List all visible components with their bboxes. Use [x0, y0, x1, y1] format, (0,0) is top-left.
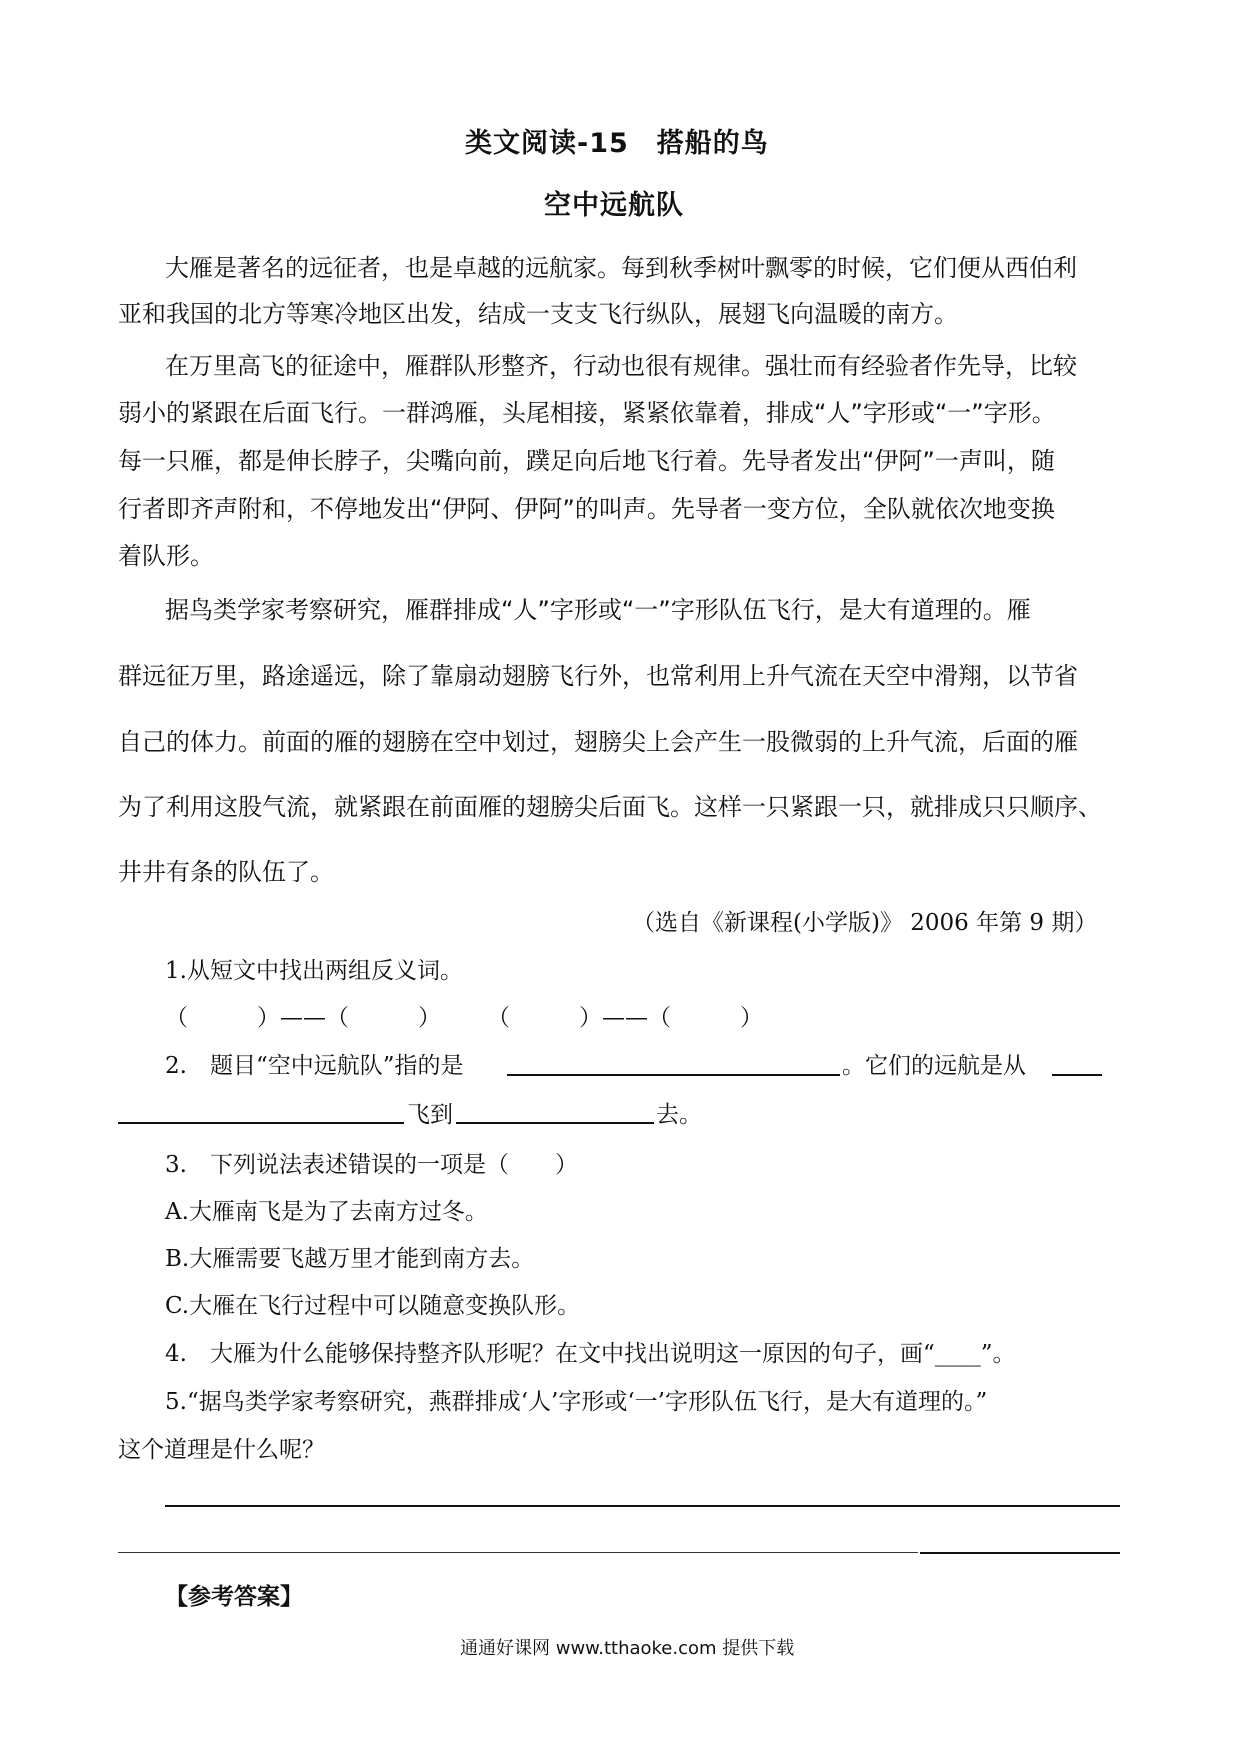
answer-line[interactable]	[920, 1552, 1120, 1554]
page-footer: 通通好课网 www.tthaoke.com 提供下载	[460, 1638, 795, 1659]
passage-line: 着队形。	[118, 542, 214, 570]
question-2-part-d: 去。	[656, 1102, 702, 1128]
page-title: 类文阅读-15 搭船的鸟	[465, 128, 769, 159]
option-b[interactable]: B.大雁需要飞越万里才能到南方去。	[165, 1246, 535, 1272]
question-4: 4. 大雁为什么能够保持整齐队形呢？在文中找出说明这一原因的句子，画“____”。	[165, 1341, 1016, 1367]
question-3: 3. 下列说法表述错误的一项是（ ）	[165, 1152, 578, 1178]
question-2-part-c: 飞到	[407, 1102, 453, 1128]
passage-line: 井井有条的队伍了。	[118, 858, 334, 886]
question-1: 1.从短文中找出两组反义词。	[165, 958, 463, 984]
answer-heading: 【参考答案】	[165, 1583, 303, 1610]
answer-line[interactable]	[165, 1505, 1120, 1507]
passage-line: 自己的体力。前面的雁的翅膀在空中划过，翅膀尖上会产生一股微弱的上升气流，后面的雁	[118, 728, 1078, 756]
passage-line: 在万里高飞的征途中，雁群队形整齐，行动也很有规律。强壮而有经验者作先导，比较	[165, 352, 1077, 380]
passage-line: 为了利用这股气流，就紧跟在前面雁的翅膀尖后面飞。这样一只紧跟一只，就排成只只顺序、	[118, 793, 1102, 821]
answer-blank[interactable]	[118, 1122, 404, 1124]
answer-line[interactable]	[118, 1552, 918, 1553]
question-5: 5.“据鸟类学家考察研究，燕群排成‘人’字形或‘一’字形队伍飞行，是大有道理的。”	[165, 1389, 988, 1415]
passage-title: 空中远航队	[544, 190, 684, 221]
answer-blank[interactable]	[507, 1074, 840, 1076]
question-1-pairs: （ ）——（ ） （ ）——（ ）	[165, 1005, 763, 1031]
question-2-part-b: 。它们的远航是从	[842, 1053, 1026, 1079]
passage-line: 行者即齐声附和，不停地发出“伊阿、伊阿”的叫声。先导者一变方位，全队就依次地变换	[118, 495, 1055, 523]
question-2-part-a: 2. 题目“空中远航队”指的是	[165, 1053, 464, 1079]
passage-line: 群远征万里，路途遥远，除了靠扇动翅膀飞行外，也常利用上升气流在天空中滑翔，以节省	[118, 662, 1078, 690]
answer-blank[interactable]	[456, 1122, 654, 1124]
source-citation: （选自《新课程(小学版)》 2006 年第 9 期）	[632, 910, 1098, 936]
passage-line: 弱小的紧跟在后面飞行。一群鸿雁，头尾相接，紧紧依靠着，排成“人”字形或“一”字形。	[118, 399, 1056, 427]
option-a[interactable]: A.大雁南飞是为了去南方过冬。	[165, 1199, 488, 1225]
passage-line: 亚和我国的北方等寒冷地区出发，结成一支支飞行纵队，展翅飞向温暖的南方。	[118, 300, 958, 328]
option-c[interactable]: C.大雁在飞行过程中可以随意变换队形。	[165, 1293, 581, 1319]
passage-line: 大雁是著名的远征者，也是卓越的远航家。每到秋季树叶飘零的时候，它们便从西伯利	[165, 254, 1077, 282]
answer-blank[interactable]	[1052, 1074, 1102, 1076]
passage-line: 每一只雁，都是伸长脖子，尖嘴向前，蹼足向后地飞行着。先导者发出“伊阿”一声叫，随	[118, 447, 1055, 475]
question-5-continued: 这个道理是什么呢？	[118, 1437, 325, 1463]
passage-line: 据鸟类学家考察研究，雁群排成“人”字形或“一”字形队伍飞行，是大有道理的。雁	[165, 596, 1031, 624]
